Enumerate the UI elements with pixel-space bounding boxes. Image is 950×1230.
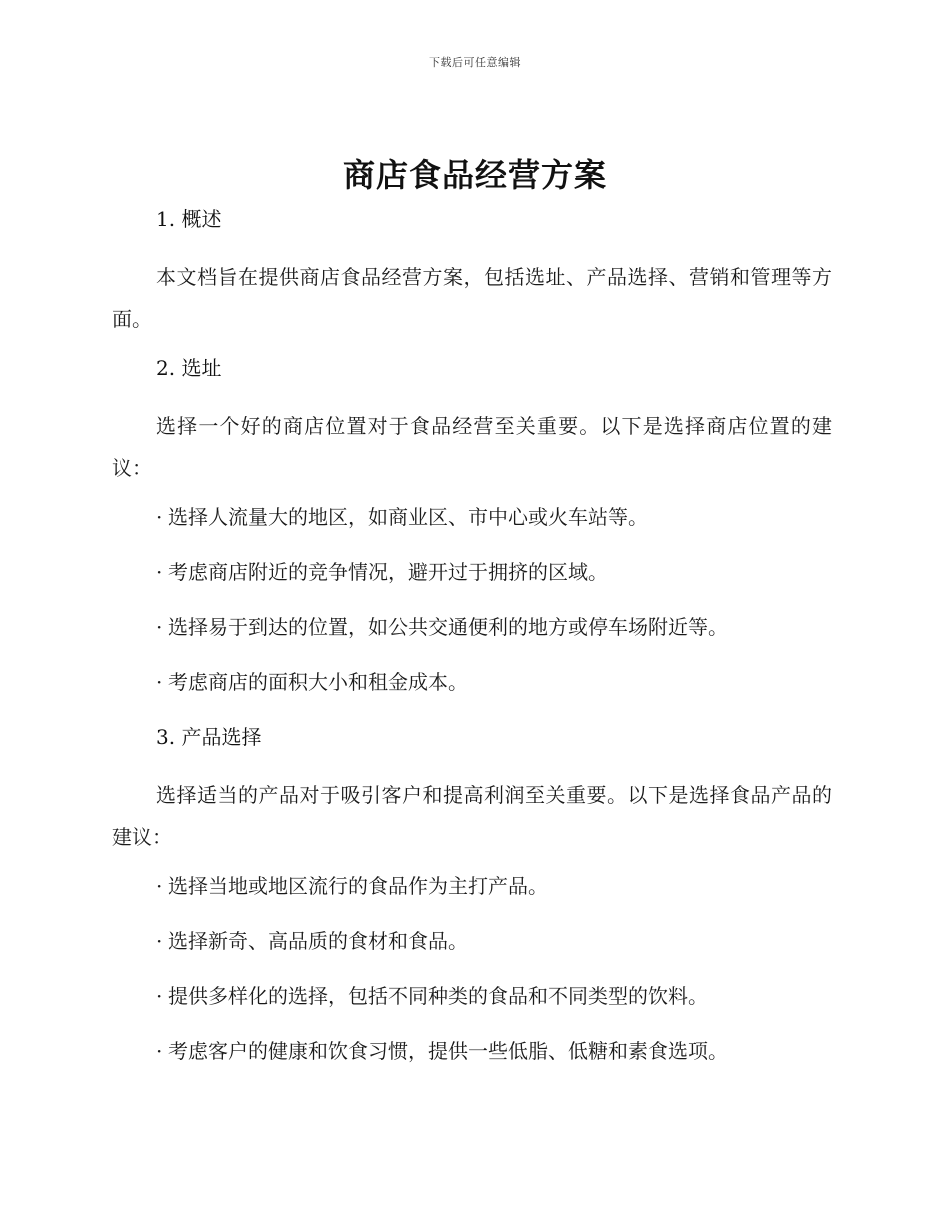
list-item [112, 1036, 832, 1066]
document-body [112, 204, 832, 1091]
list-item [112, 612, 832, 642]
section-paragraph-overview: 本文档旨在提供商店食品经营方案，包括选址、产品选择、营销和管理等方面。 [112, 265, 832, 331]
bullet-marker: · [156, 670, 163, 694]
list-item-text: 选择新奇、高品质的食材和食品。 [168, 929, 468, 953]
list-item [112, 667, 832, 697]
list-item [112, 557, 832, 587]
bullet-marker: · [156, 1039, 163, 1063]
list-item [112, 871, 832, 901]
list-item [112, 926, 832, 956]
list-item-text: 提供多样化的选择，包括不同种类的食品和不同类型的饮料。 [168, 984, 708, 1008]
list-item-text: 选择易于到达的位置，如公共交通便利的地方或停车场附近等。 [168, 615, 728, 639]
section-heading-overview: 1. 概述 [156, 207, 222, 231]
list-item-text: 考虑商店附近的竞争情况，避开过于拥挤的区域。 [168, 560, 608, 584]
list-item-text: 考虑客户的健康和饮食习惯，提供一些低脂、低糖和素食选项。 [168, 1039, 728, 1063]
list-item-text: 考虑商店的面积大小和租金成本。 [168, 670, 468, 694]
list-item [112, 981, 832, 1011]
section-paragraph-product-selection: 选择适当的产品对于吸引客户和提高利润至关重要。以下是选择食品产品的建议： [112, 783, 832, 849]
list-item-text: 选择人流量大的地区，如商业区、市中心或火车站等。 [168, 505, 648, 529]
bullet-marker: · [156, 615, 163, 639]
bullet-marker: · [156, 505, 163, 529]
bullet-marker: · [156, 984, 163, 1008]
section-heading-product-selection: 3. 产品选择 [156, 725, 262, 749]
document-title: 商店食品经营方案 [342, 156, 607, 194]
bullet-marker: · [156, 929, 163, 953]
list-item [112, 502, 832, 532]
list-item-text: 选择当地或地区流行的食品作为主打产品。 [168, 874, 548, 898]
header-note: 下载后可任意编辑 [429, 56, 521, 69]
section-paragraph-location: 选择一个好的商店位置对于食品经营至关重要。以下是选择商店位置的建议： [112, 414, 832, 480]
bullet-marker: · [156, 874, 163, 898]
section-heading-location: 2. 选址 [156, 356, 222, 380]
bullet-marker: · [156, 560, 163, 584]
